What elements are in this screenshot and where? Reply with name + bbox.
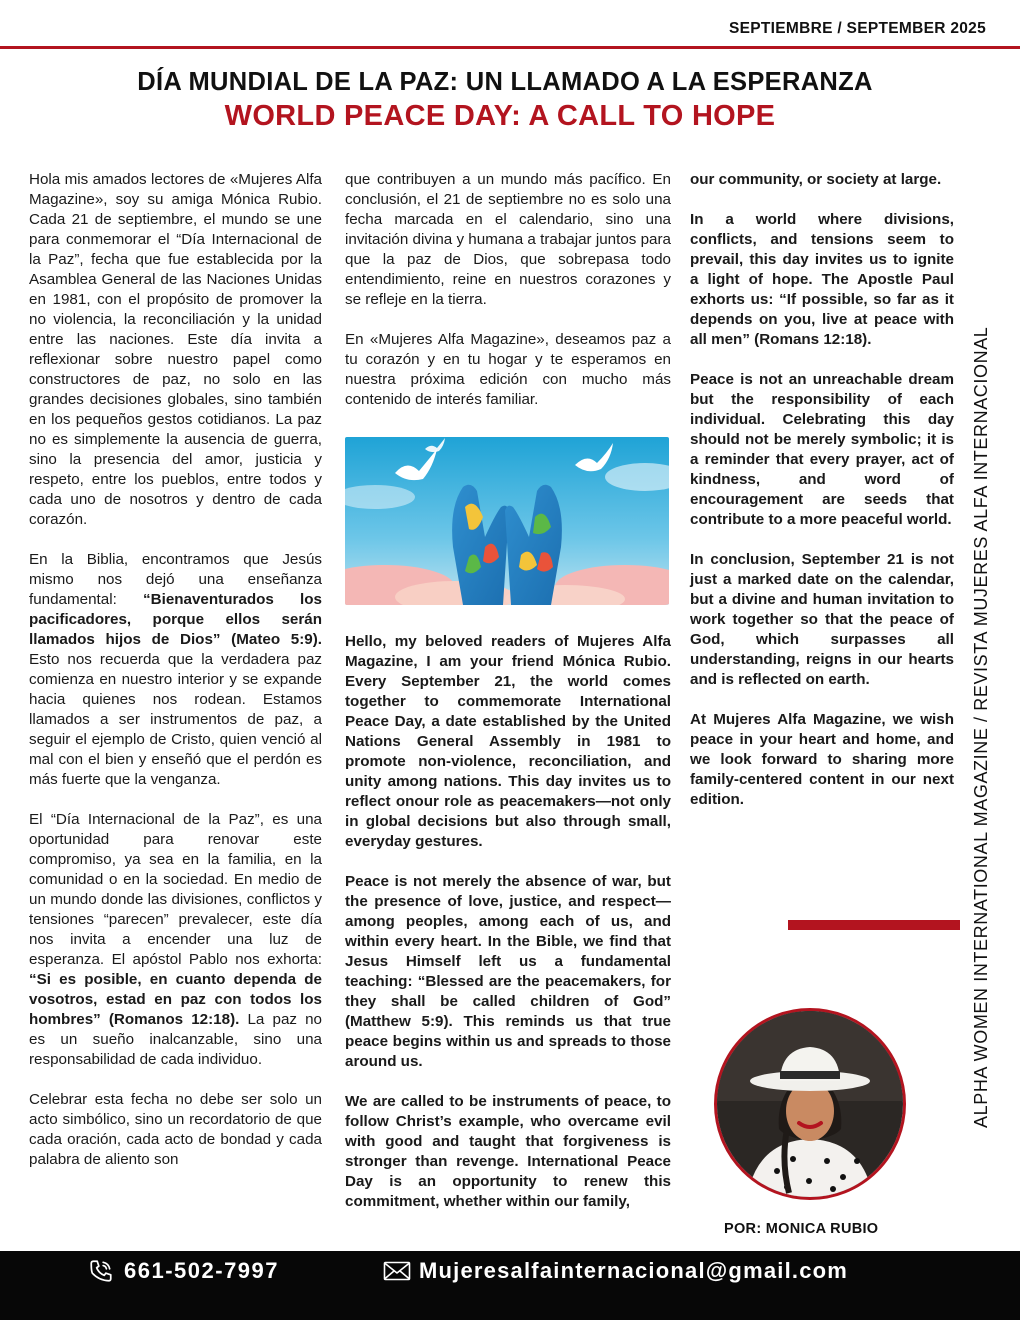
phone-number[interactable]: 661-502-7997 <box>124 1258 280 1283</box>
hands-world-map-doves-image <box>345 437 669 605</box>
paragraph: que contribuyen a un mundo más pacífico. En conclusión, el 21 de septiembre no es solo una fecha marcada en el calendario, sino una invitación divina y humana a trabajar juntos para que la paz de Dios, que sobrepasa todo entendimiento, reine en nuestros corazones y se refleje en la tierra. <box>345 171 671 308</box>
title-english: WORLD PEACE DAY: A CALL TO HOPE <box>224 100 776 132</box>
paragraph: Peace is not merely the absence of war, but the presence of love, justice, and respect—among peoples, among each of us, and within every heart. In the Bible, we find that Jesus Himself left us a fundamental teaching: “Blessed are the peacemakers, for they shall be called children of God” (Matthew 5:9). This reminds us that true peace begins within us and spreads to those around us. <box>345 873 671 1070</box>
paragraph: Hola mis amados lectores de «Mujeres Alfa Magazine», soy su amiga Mónica Rubio. Cada 21 de septiembre, el mundo se une para conmemorar el “Día Internacional de la Paz”, fecha que fue establecida por la Asamblea General de las Naciones Unidas en 1981, con el propósito de promover la no violencia, la reconciliación y la unidad entre las naciones. Este día invita a reflexionar sobre nuestro papel como constructores de paz, no solo en las grandes decisiones globales, sino también en los pequeños gestos cotidianos. La paz no es simplemente la ausencia de guerra, sino la presencia del amor, justicia y respeto, entre los pueblos, entre todos y cada uno de nosotros y dentro de cada corazón. <box>29 171 322 528</box>
paragraph: In a world where divisions, conflicts, and tensions seem to prevail, this day invites us to ignite a light of hope. The Apostle Paul exhorts us: “If possible, so far as it depends on you, live at peace with all men” (Romans 12:18). <box>690 211 954 348</box>
paragraph: Hello, my beloved readers of Mujeres Alfa Magazine, I am your friend Mónica Rubio. Every September 21, the world comes together to commemorate International Peace Day, a date established by the United Nations General Assembly in 1981 to promote non-violence, reconciliation, and unity among nations. This day invites us to reflect onour role as peacemakers—not only in global decisions but also through small, everyday gestures. <box>345 633 671 850</box>
paragraph: our community, or society at large. <box>690 171 942 188</box>
email-address[interactable]: Mujeresalfainternacional@gmail.com <box>419 1258 849 1283</box>
paragraph: El “Día Internacional de la Paz”, es una oportunidad para renovar este compromiso, ya sea en la familia, en la comunidad o en la sociedad. En medio de un mundo donde las divisiones, conflictos y tensiones “parecen” prevalecer, este día nos invita a encender una luz de esperanza. El apóstol Pablo nos exhorta: “Si es posible, en cuanto dependa de vosotros, estad en paz con todos los hombres” (Romanos 12:18). La paz no es un sueño inalcanzable, sino una responsabilidad de cada individuo. <box>29 811 322 1068</box>
author-photo <box>714 1008 906 1200</box>
column-english <box>345 632 671 1212</box>
contact-email[interactable] <box>383 1258 848 1284</box>
issue-date: SEPTIEMBRE / SEPTEMBER 2025 <box>728 20 986 37</box>
bible-quote: “Si es posible, en cuanto dependa de vosotros, estad en paz con todos los hombres” (Romanos 12:18). <box>29 971 322 1028</box>
phone-icon <box>88 1258 114 1284</box>
paragraph: Peace is not an unreachable dream but the responsibility of each individual. Celebrating this day should not be merely symbolic; it is a reminder that every prayer, act of kindness, and word of encouragement are seeds that contribute to a more peaceful world. <box>690 371 954 528</box>
envelope-icon <box>383 1261 411 1281</box>
paragraph: At Mujeres Alfa Magazine, we wish peace in your heart and home, and we look forward to sharing more family-centered content in our next edition. <box>690 711 954 808</box>
author-byline: POR: MONICA RUBIO <box>724 1221 879 1237</box>
paragraph: En «Mujeres Alfa Magazine», deseamos paz a tu corazón y en tu hogar y te esperamos en nuestra próxima edición con mucho más contenido de interés familiar. <box>345 331 671 408</box>
paragraph: We are called to be instruments of peace, to follow Christ’s example, who overcame evil with good and taught that forgiveness is stronger than revenge. International Peace Day is an opportunity to renew this commitment, whether within our family, <box>345 1093 671 1210</box>
paragraph: En la Biblia, encontramos que Jesús mismo nos dejó una enseñanza fundamental: “Bienaventurados los pacificadores, porque ellos serán llamados hijos de Dios” (Mateo 5:9). Esto nos recuerda que la verdadera paz comienza en nuestro interior y se expande hacia quienes nos rodean. Estamos llamados a ser instrumentos de paz, a seguir el ejemplo de Cristo, quien venció al mal con el bien y enseñó que el perdón es más fuerte que la venganza. <box>29 551 323 788</box>
column-english-continued <box>690 170 954 810</box>
paragraph: In conclusion, September 21 is not just a marked date on the calendar, but a divine and human invitation to work together so that the peace of God, which surpasses all understanding, reigns in our hearts and is reflected on earth. <box>690 551 954 688</box>
column-spanish <box>29 170 322 1170</box>
contact-phone[interactable] <box>88 1258 279 1284</box>
accent-bar <box>788 920 960 930</box>
title-spanish: DÍA MUNDIAL DE LA PAZ: UN LLAMADO A LA ESPERANZA <box>137 68 873 96</box>
vertical-magazine-name: ALPHA WOMEN INTERNATIONAL MAGAZINE / REVISTA MUJERES ALFA INTERNACIONAL <box>971 326 991 1128</box>
header-rule <box>0 46 1020 49</box>
paragraph: Celebrar esta fecha no debe ser solo un acto simbólico, sino un recordatorio de que cada oración, cada acto de bondad y cada palabra de aliento son <box>29 1091 322 1168</box>
column-spanish-continued <box>345 170 671 410</box>
bible-quote: “Bienaventurados los pacificadores, porque ellos serán llamados hijos de Dios” (Mateo 5:9). <box>29 591 323 648</box>
